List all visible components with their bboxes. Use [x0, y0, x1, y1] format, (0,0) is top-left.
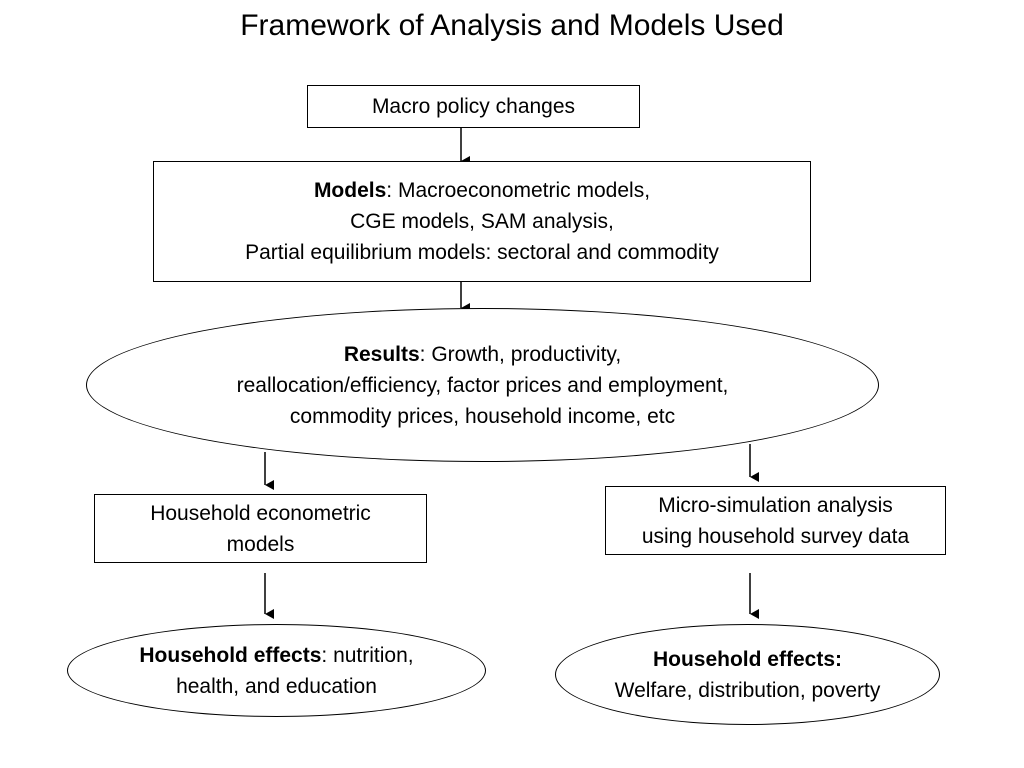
macro-policy-changes-label: Macro policy changes [371, 95, 576, 118]
household-econometric-models-box [94, 494, 427, 563]
household-effects-nutrition-ellipse [67, 624, 486, 717]
results-line-1-text: : Growth, productivity, [419, 342, 622, 366]
effects-left-line-1 [139, 640, 413, 671]
results-heading: Results [343, 342, 420, 366]
models-line-1 [245, 175, 719, 206]
effects-right-line-2: Welfare, distribution, poverty [614, 678, 881, 702]
results-line-3: commodity prices, household income, etc [289, 404, 676, 428]
results-ellipse [86, 308, 879, 462]
results-line-1 [237, 339, 729, 370]
models-line-2: CGE models, SAM analysis, [350, 210, 614, 233]
diagram-title: Framework of Analysis and Models Used [240, 9, 784, 42]
models-line-3: Partial equilibrium models: sectoral and commodity [245, 241, 719, 264]
results-line-2: reallocation/efficiency, factor prices and employment, [236, 373, 729, 397]
models-box [153, 161, 811, 282]
models-heading: Models [313, 179, 387, 202]
micro-simulation-line-2: using household survey data [641, 524, 910, 548]
effects-right-line-1 [615, 644, 881, 675]
effects-left-line-1-text: : nutrition, [321, 643, 414, 667]
household-effects-welfare-ellipse [555, 624, 940, 725]
macro-policy-changes-box [307, 85, 640, 128]
effects-left-line-2: health, and education [176, 674, 377, 698]
effects-left-heading: Household effects [139, 643, 322, 667]
micro-simulation-line-1: Micro-simulation analysis [658, 493, 893, 517]
household-econometric-line-1: Household econometric [150, 501, 371, 525]
micro-simulation-analysis-box [605, 486, 946, 555]
effects-right-heading: Household effects: [652, 647, 842, 671]
household-econometric-line-2: models [226, 532, 295, 556]
models-line-1-text: : Macroeconometric models, [386, 179, 651, 202]
